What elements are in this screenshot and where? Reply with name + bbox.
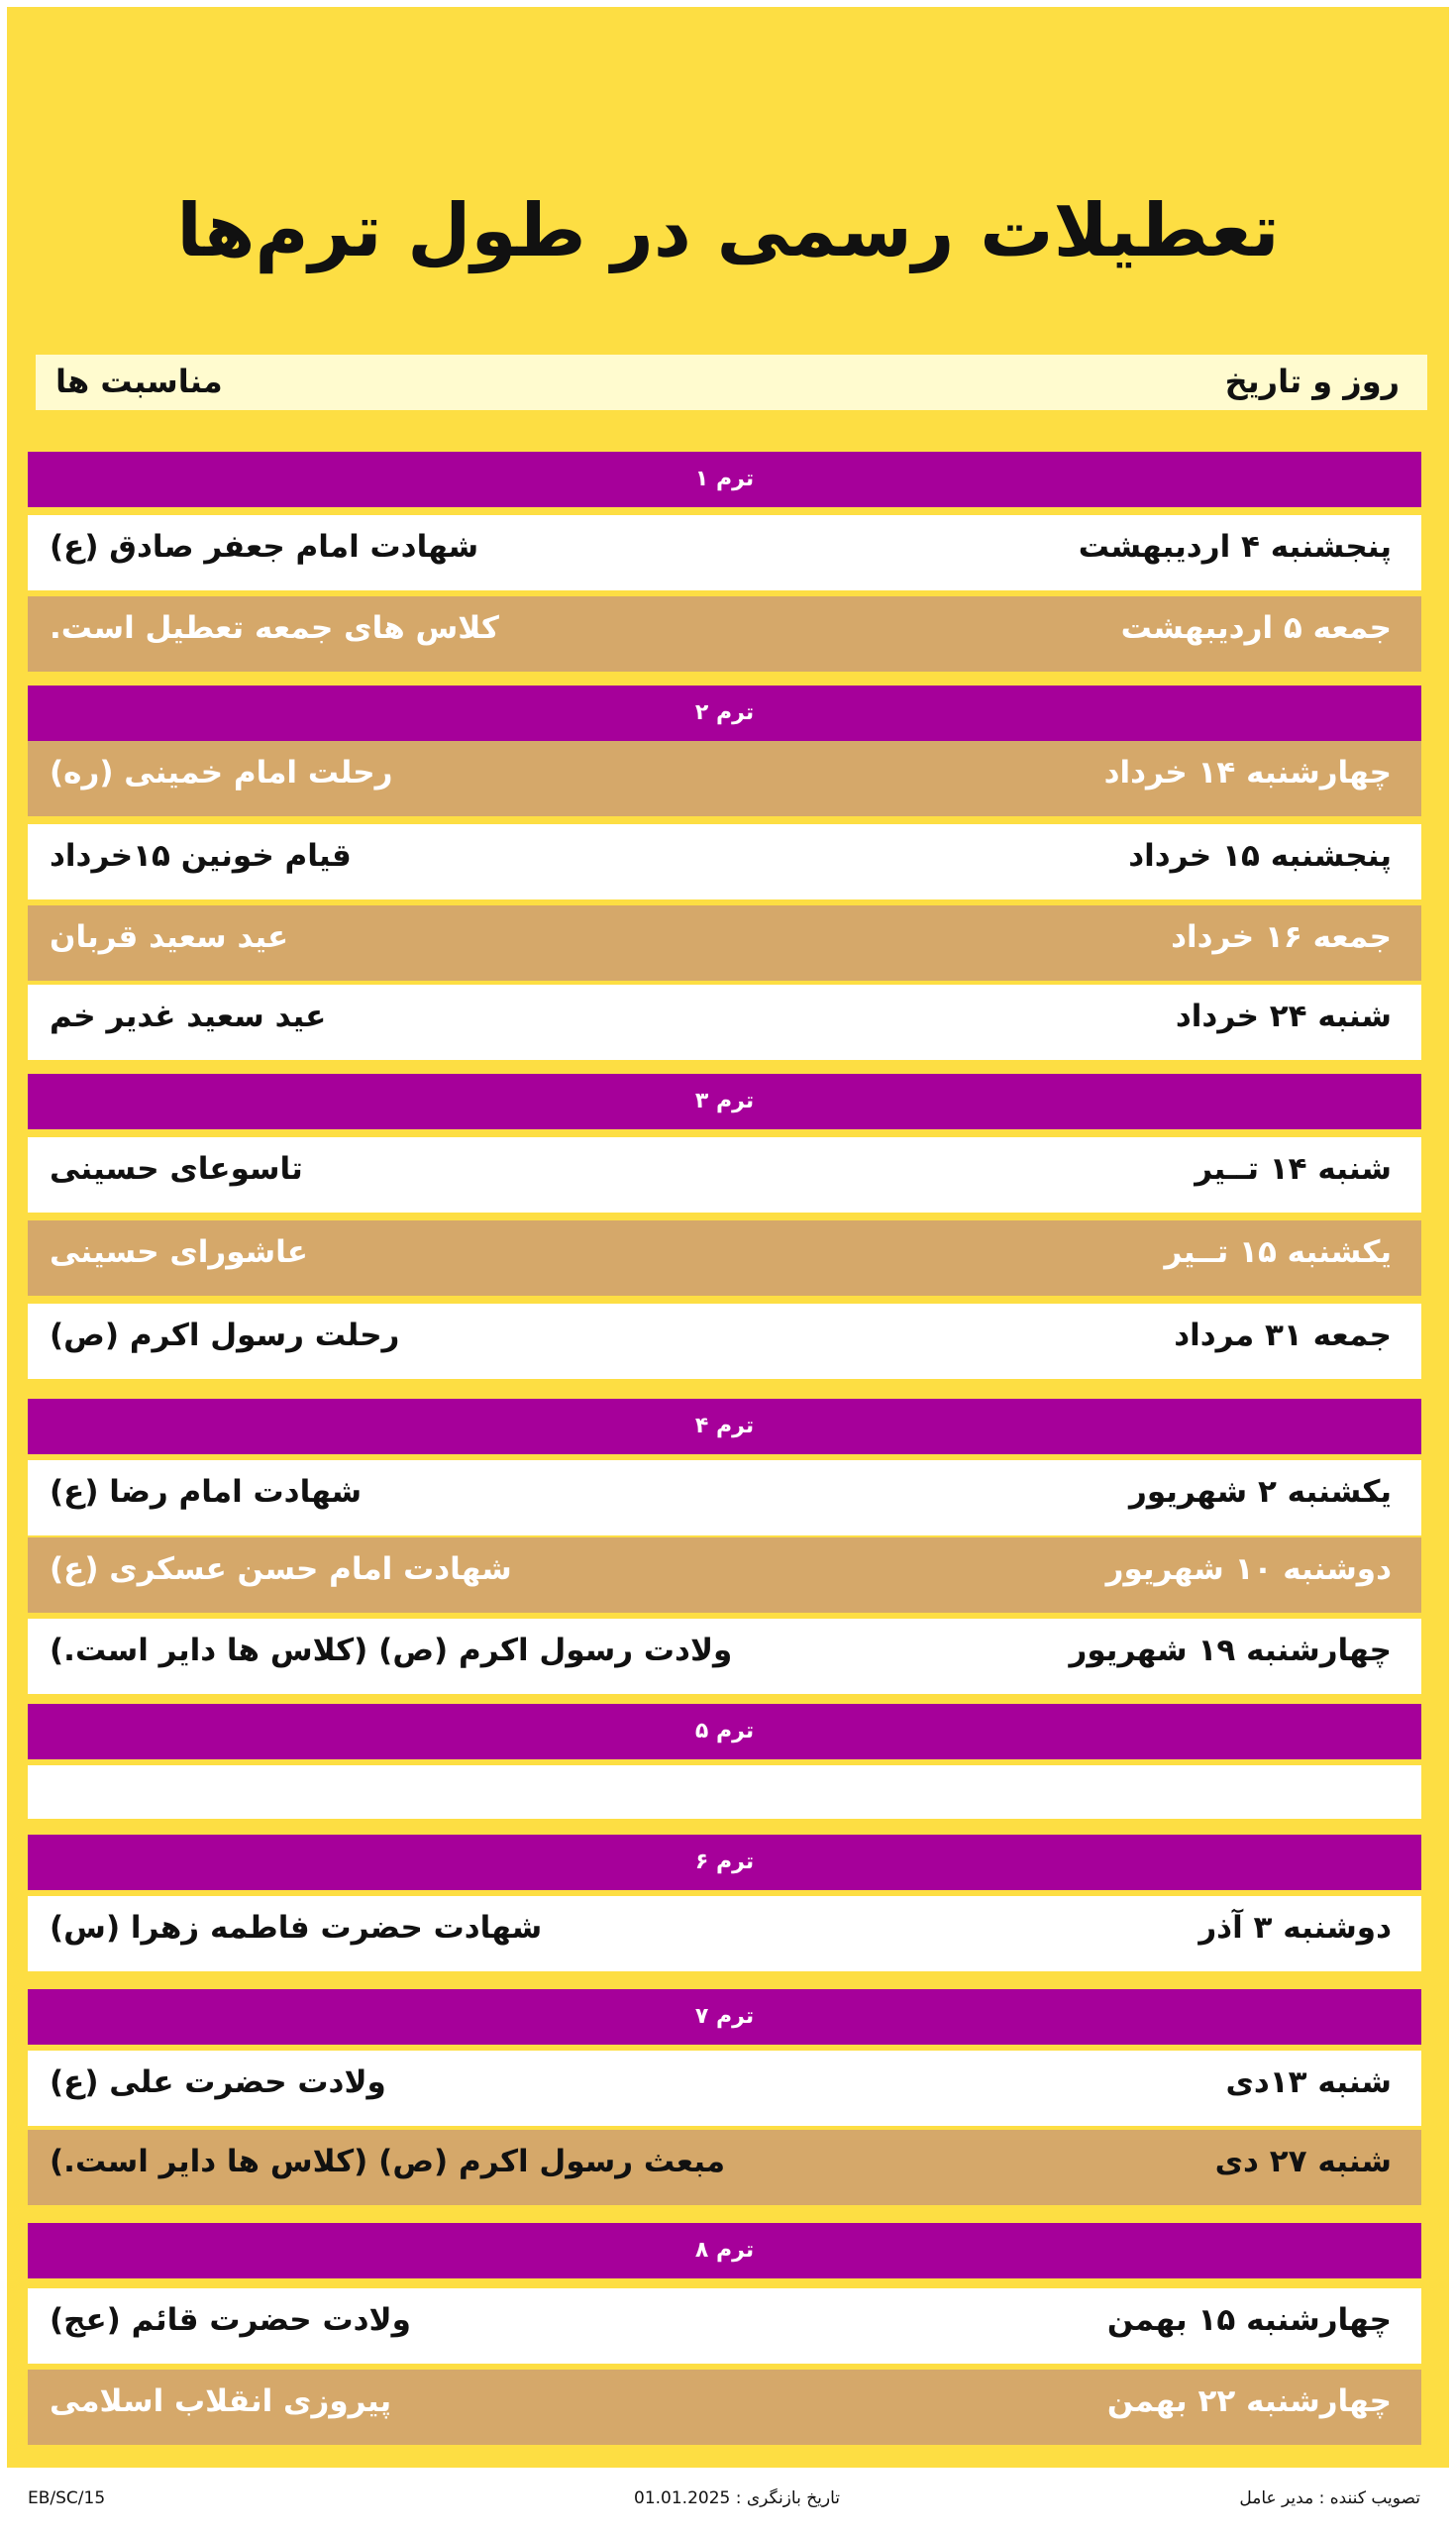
- table-row: [28, 1220, 1421, 1296]
- row-date: دوشنبه ۳ آذر: [1198, 1910, 1392, 1946]
- table-row: [28, 2370, 1421, 2445]
- row-date: یکشنبه ۲ شهریور: [1129, 1474, 1392, 1510]
- date-column-header: روز و تاریخ: [1224, 363, 1400, 400]
- row-date: پنجشنبه ۴ اردیبهشت: [1078, 529, 1392, 565]
- term-3-bar: ترم ۳: [28, 1074, 1421, 1129]
- row-occasion: تاسوعای حسینی: [50, 1151, 303, 1187]
- row-date: شنبه ۱۳دی: [1225, 2064, 1392, 2100]
- row-date: جمعه ۳۱ مرداد: [1174, 1318, 1392, 1353]
- revision-date: تاریخ بازنگری : 01.01.2025: [634, 2488, 841, 2508]
- row-occasion: قیام خونین ۱۵خرداد: [50, 838, 352, 874]
- row-date: چهارشنبه ۱۵ بهمن: [1106, 2302, 1392, 2338]
- table-row: [28, 905, 1421, 981]
- table-row: [28, 515, 1421, 590]
- occasion-column-header: مناسبت ها: [55, 363, 223, 400]
- empty-row: [28, 1765, 1421, 1819]
- table-row: [28, 2051, 1421, 2126]
- row-occasion: کلاس های جمعه تعطیل است.: [50, 610, 499, 646]
- row-date: شنبه ۲۴ خرداد: [1175, 999, 1392, 1034]
- row-occasion: ولادت رسول اکرم (ص) (کلاس ها دایر است.): [50, 1633, 733, 1668]
- approved-by: تصویب کننده : مدیر عامل: [1239, 2488, 1420, 2508]
- row-occasion: رحلت امام خمینی (ره): [50, 755, 393, 791]
- row-occasion: ولادت حضرت قائم (عج): [50, 2302, 411, 2338]
- row-occasion: عید سعید قربان: [50, 919, 289, 955]
- term-4-bar: ترم ۴: [28, 1399, 1421, 1454]
- document-code: EB/SC/15: [28, 2488, 106, 2508]
- table-row: [28, 1304, 1421, 1379]
- table-row: [28, 1896, 1421, 1971]
- row-date: جمعه ۵ اردیبهشت: [1120, 610, 1392, 646]
- row-occasion: ولادت حضرت علی (ع): [50, 2064, 386, 2100]
- page-title: تعطیلات رسمی در طول ترم‌ها: [176, 188, 1280, 273]
- row-date: یکشنبه ۱۵ تــیر: [1164, 1234, 1392, 1270]
- row-date: شنبه ۱۴ تــیر: [1195, 1151, 1392, 1187]
- term-1-bar: ترم ۱: [28, 452, 1421, 507]
- row-occasion: شهادت حضرت فاطمه زهرا (س): [50, 1910, 543, 1946]
- row-date: جمعه ۱۶ خرداد: [1171, 919, 1392, 955]
- term-2-bar: ترم ۲: [28, 686, 1421, 741]
- table-row: [28, 1619, 1421, 1694]
- table-row: [28, 1137, 1421, 1213]
- row-occasion: رحلت رسول اکرم (ص): [50, 1318, 400, 1353]
- row-date: پنجشنبه ۱۵ خرداد: [1128, 838, 1392, 874]
- table-row: [28, 2130, 1421, 2205]
- row-date: شنبه ۲۷ دی: [1214, 2144, 1392, 2179]
- table-header: [36, 355, 1427, 410]
- table-row: [28, 1537, 1421, 1613]
- row-occasion: شهادت امام رضا (ع): [50, 1474, 363, 1510]
- footer: [0, 2481, 1456, 2520]
- row-date: چهارشنبه ۱۹ شهریور: [1069, 1633, 1392, 1668]
- table-row: [28, 741, 1421, 816]
- term-8-bar: ترم ۸: [28, 2223, 1421, 2278]
- row-occasion: پیروزی انقلاب اسلامی: [50, 2383, 392, 2419]
- row-date: دوشنبه ۱۰ شهریور: [1105, 1551, 1392, 1587]
- term-7-bar: ترم ۷: [28, 1989, 1421, 2045]
- table-row: [28, 1460, 1421, 1535]
- row-occasion: عید سعید غدیر خم: [50, 999, 327, 1034]
- table-row: [28, 824, 1421, 899]
- row-date: چهارشنبه ۲۲ بهمن: [1106, 2383, 1392, 2419]
- term-5-bar: ترم ۵: [28, 1704, 1421, 1759]
- table-row: [28, 596, 1421, 672]
- row-occasion: عاشورای حسینی: [50, 1234, 308, 1270]
- row-occasion: شهادت امام جعفر صادق (ع): [50, 529, 479, 565]
- row-occasion: مبعث رسول اکرم (ص) (کلاس ها دایر است.): [50, 2144, 726, 2179]
- table-row: [28, 985, 1421, 1060]
- row-occasion: شهادت امام حسن عسکری (ع): [50, 1551, 512, 1587]
- row-date: چهارشنبه ۱۴ خرداد: [1103, 755, 1392, 791]
- term-6-bar: ترم ۶: [28, 1835, 1421, 1890]
- table-row: [28, 2288, 1421, 2364]
